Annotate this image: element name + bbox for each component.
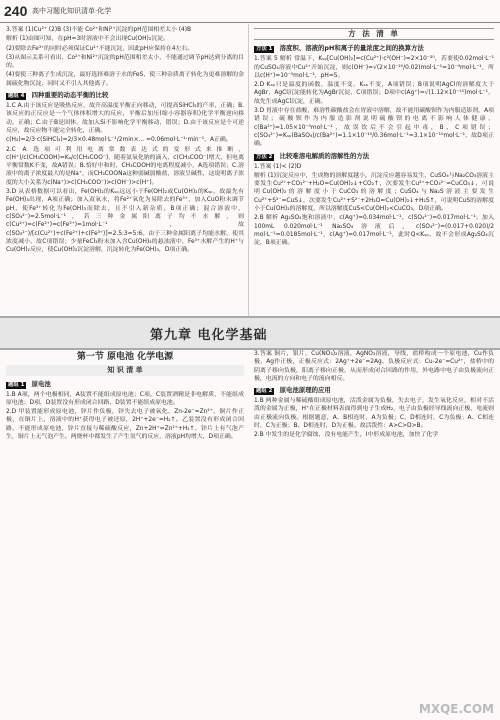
right-column-top	[254, 26, 494, 249]
method-heading	[254, 152, 494, 161]
method-heading	[254, 44, 494, 53]
column-divider	[248, 24, 249, 324]
answer-para: (2)要除去Fe³⁺的同时必须保证Cu²⁺不能沉淀，因此pH应保持在4左右。	[6, 45, 194, 52]
answer-para: 2.D 甲装置能形成原电池，锌片作负极，锌失去电子被氧化，Zn-2e⁻=Zn²⁺，铜片作正极，在铜片上，溶液中的H⁺获得电子被还原，2H⁺+2e⁻=H₂↑。乙装置没有形成闭合回路，不能形成原电池，锌片直接与稀硫酸反应，Zn+2H⁺=Zn²⁺+H₂↑，锌片上有气泡产生，铜片上无气泡产生。两烧杯中都发生了产生氢气的反应，溶液pH均增大，D项正确。	[6, 409, 244, 441]
left-column-bottom	[6, 350, 244, 442]
chapter-banner	[0, 316, 500, 350]
page-number: 240	[4, 3, 28, 19]
page-header	[0, 0, 500, 23]
answer-para: (3)从图示关系可看出，Co²⁺和Ni²⁺沉淀的pH范围相差太小，不能通过调节pH达到分离的目的。	[6, 54, 244, 70]
answer-para: 3.答案 (1)Cu²⁺ (2)B (3)不能 Co²⁺和Ni²⁺沉淀的pH范围相差太小 (4)B	[6, 27, 192, 33]
watermark: MXQE.COM	[418, 702, 494, 716]
method-band: 方 法 清 单	[254, 28, 494, 40]
right-column-bottom	[254, 350, 494, 441]
answer-para: c(H₂)=2/3·c(SiHCl₃)=2/3×0.48mol·L⁻¹/2min×... =0.06mol·L⁻¹·min⁻¹，A正确。	[6, 137, 232, 144]
group-title: 原电池	[31, 379, 51, 388]
group-title: 四种重要的动态平衡的比较	[31, 91, 109, 100]
group-tag: 题组 1	[8, 381, 25, 388]
group-heading	[254, 386, 494, 395]
answer-para: 解析 (1)由图可知，在pH=3时溶液中不会出现Cu(OH)₂沉淀。	[6, 36, 169, 43]
answer-para: 2.B 解析 Ag₂SO₄饱和溶液中，c(Ag⁺)=0.034mol·L⁻¹，c(SO₄²⁻)=0.017mol·L⁻¹；加入100mL 0.020mol·L⁻¹ Na₂SO₄溶液后，c(SO₄²⁻)=(0.017+0.020)/2 mol·L⁻¹=0.0185mol·L⁻¹，c(Ag⁺)=0.017mol·L⁻¹，此时Q<Kₛₚ，故不会形成Ag₂SO₄沉淀，B项正确。	[254, 215, 494, 247]
group-heading	[6, 91, 244, 100]
group-tag: 题组 4	[8, 93, 25, 100]
answer-para: 1.C A.由于该反应是吸热反应，故升高温度平衡正向移动，可提高SiHCl₃的产率，正确；B.该反应的正反应是一个气体体积增大的反应，平衡后加压(缩小容器容积)化学平衡逆向移动，正确；C.由于B是固体，故加入Si不影响化学平衡移动，错误；D.由于该反应是个可逆反应，故反应物不能完全转化，正确。	[6, 103, 244, 134]
answer-para: 2.B 中发生的是化学腐蚀，没有电能产生，Ⅰ中形成原电池，加快了化学	[254, 432, 439, 439]
section-title: 第一节 原电池 化学电源	[76, 352, 174, 362]
group-title: 原电池原理的应用	[279, 386, 331, 395]
answer-para: 1.B A项，两个电极相同，A装置不能组成原电池；C项，C装置酒精是非电解质，不能组成原电池；D项，D装置没有形成闭合回路，D装置不能组成原电池。	[6, 391, 244, 406]
answer-para: 3.D 从表格数据可以看出，Fe(OH)₂的Kₛₚ远远小于Fe(OH)₂或Cu(OH)₂的Kₛₚ，故最先有Fe(OH)₃出现，A项正确；加入双氧水，将Fe²⁺氧化为易除去的Fe³⁺，加入CuO粉末调节pH，使Fe³⁺转化为Fe(OH)₃而除去，且不引入新杂质，B项正确；混合溶液中，c(SO₄²⁻)=2.5mol·L⁻¹，若三种金属阳离子均不水解，则c(Cu²⁺)=c(Fe²⁺)=c(Fe³⁺)=1mol·L⁻¹，故c(SO₄²⁻)/[c(Cu²⁺)+c(Fe²⁺)+c(Fe³⁺)]=2.5:3=5:6。由于三种金属阳离子均能水解，使其浓度减小，故C项错误；少量FeCl₃粉末加入含Cu(OH)₂的悬浊液中，Fe³⁺水解产生的H⁺与Cu(OH)₂反应，使Cu(OH)₂沉淀溶解，沉淀转化为Fe(OH)₃，D项正确。	[6, 189, 244, 254]
answer-para: 3.答案 铜片，银片，Cu(NO₃)₂溶液，AgNO₃溶液，导线，盐桥构成一个原电池，Cu作负极，Ag作正极，正极反应式：2Ag⁺+2e⁻=2Ag，负极反应式：Cu-2e⁻=Cu²⁺，盐桥中的阴离子移向负极，阳离子移向正极，从而形成闭合回路的作用，外电路中电子由负极流向正极，电流的方向和电子的流向相反。	[254, 351, 494, 382]
answer-para: 2.C A 选项可利用电离常数表达式的变形式来推断，c(H⁺)/c(CH₃COOH)=Kₐ/c(CH₃COO⁻)，随着氨氧化钠的滴入，c(CH₃COO⁻)增大，但电离平衡常数K不变，故A错误；B.恰好中和时，CH₃COOH的电离程度减小，A选项错误；C.溶液中的离子浓度最大的是Na⁺，而CH₃COONa这种弱碱弱酸盐，溶液呈碱性，这说明离子浓度的大小关系为c(Na⁺)>c(CH₃COO⁻)>c(OH⁻)>c(H⁺)。	[6, 146, 244, 186]
answer-para: 1.B 两种金属与稀硫酸组成原电池，活泼金属为负极，失去电子，发生氧化反应，相对不活泼的金属为正极，H⁺在正极材料表面得到电子生成H₂，电子由负极经导线流向正极，电流则由正极流向负极。根据题意，A、B相连时，A为负极；C、D相连时，C为负极；A、C相连时，C为正极；B、D相连时，D为正极。故活泼性：A>C>D>B。	[254, 398, 494, 430]
answer-para: 1.答案 5 解析 常温下，Kₛₚ[Cu(OH)₂]=c(Cu²⁺)·c²(OH⁻)=2×10⁻²⁰，若要使0.02mol·L⁻¹的CuSO₄溶液中Cu²⁺开始沉淀，则c(OH⁻)=√(2×10⁻²⁰/0.02)mol·L⁻¹=10⁻⁹mol·L⁻¹，所以c(H⁺)=10⁻⁵mol·L⁻¹，pH=5。	[254, 56, 494, 79]
answer-para: 1.答案 (1)< (2)D	[254, 163, 302, 170]
method-title: 溶度积、溶液的pH和离子的量浓度之间的换算方法	[279, 44, 424, 53]
answer-para: 3.D 胃液中存在盐酸，难溶性碳酸盐会在胃液中溶解，故不能用碳酸钡作为内服造影剂，A项错误；硫酸钡作为内服造影剂说明硫酸钡的电离不影响人体健康，c(Ba²⁺)=1.05×10⁻⁵mol·L⁻¹，故误饮后不会引起中毒，B、C项错误；c(SO₄²⁻)=Kₛₚ(BaSO₄)/c(Ba²⁺)=1.1×10⁻¹⁰/0.36mol·L⁻¹≈3.1×10⁻¹⁰mol·L⁻¹，故D项正确。	[254, 108, 494, 148]
book-title: 高中习题化知识清单·化学	[32, 7, 112, 15]
group-heading	[6, 380, 244, 389]
chapter-title: 第九章 电化学基础	[150, 328, 268, 343]
answer-para: (4)要使三种离子生成沉淀，最好选择难溶于水的FeS，使三种杂质离子转化为更难溶解的金属硫化物沉淀，同时又不引入其他离子。	[6, 72, 244, 87]
method-tag: 方法 2	[256, 153, 273, 160]
knowledge-band: 知 识 清 单	[6, 365, 244, 375]
method-tag: 方法 1	[256, 46, 273, 53]
group-tag: 题组 2	[256, 388, 273, 395]
answer-para: 2.D Kₛₚ只是温度的函数，温度不变，Kₛₚ不变，A项错误；B项说明AgCl的溶解度大于AgBr，AgCl沉淀能转化为AgBr沉淀，C项错误；D项中c(Ag⁺)=√(1.12×10⁻¹⁰)mol·L⁻¹，故先生成AgCl沉淀，正确。	[254, 82, 494, 105]
answer-para: 解析 (1)沉淀反应中，生成物的溶解度越小，沉淀反应越容易发生，CuSO₄与Na₂CO₃溶液主要发生Cu²⁺+CO₃²⁻+H₂O=Cu(OH)₂↓+CO₂↑，次要发生Cu²⁺+CO₃²⁻=CuCO₃↓，可说明Cu(OH)₂的溶解度小于CuCO₃的溶解度；CuSO₄与Na₂S溶液主要发生Cu²⁺+S²⁻=CuS↓，次要发生Cu²⁺+S²⁻+2H₂O=Cu(OH)₂↓+H₂S↑，可说明CuS的溶解度小于Cu(OH)₂的溶解度，所以溶解度CuS<Cu(OH)₂<CuCO₃，D项正确。	[254, 172, 494, 213]
left-column-top	[6, 26, 244, 255]
method-title: 比较难溶电解质的溶解性的方法	[279, 151, 370, 160]
